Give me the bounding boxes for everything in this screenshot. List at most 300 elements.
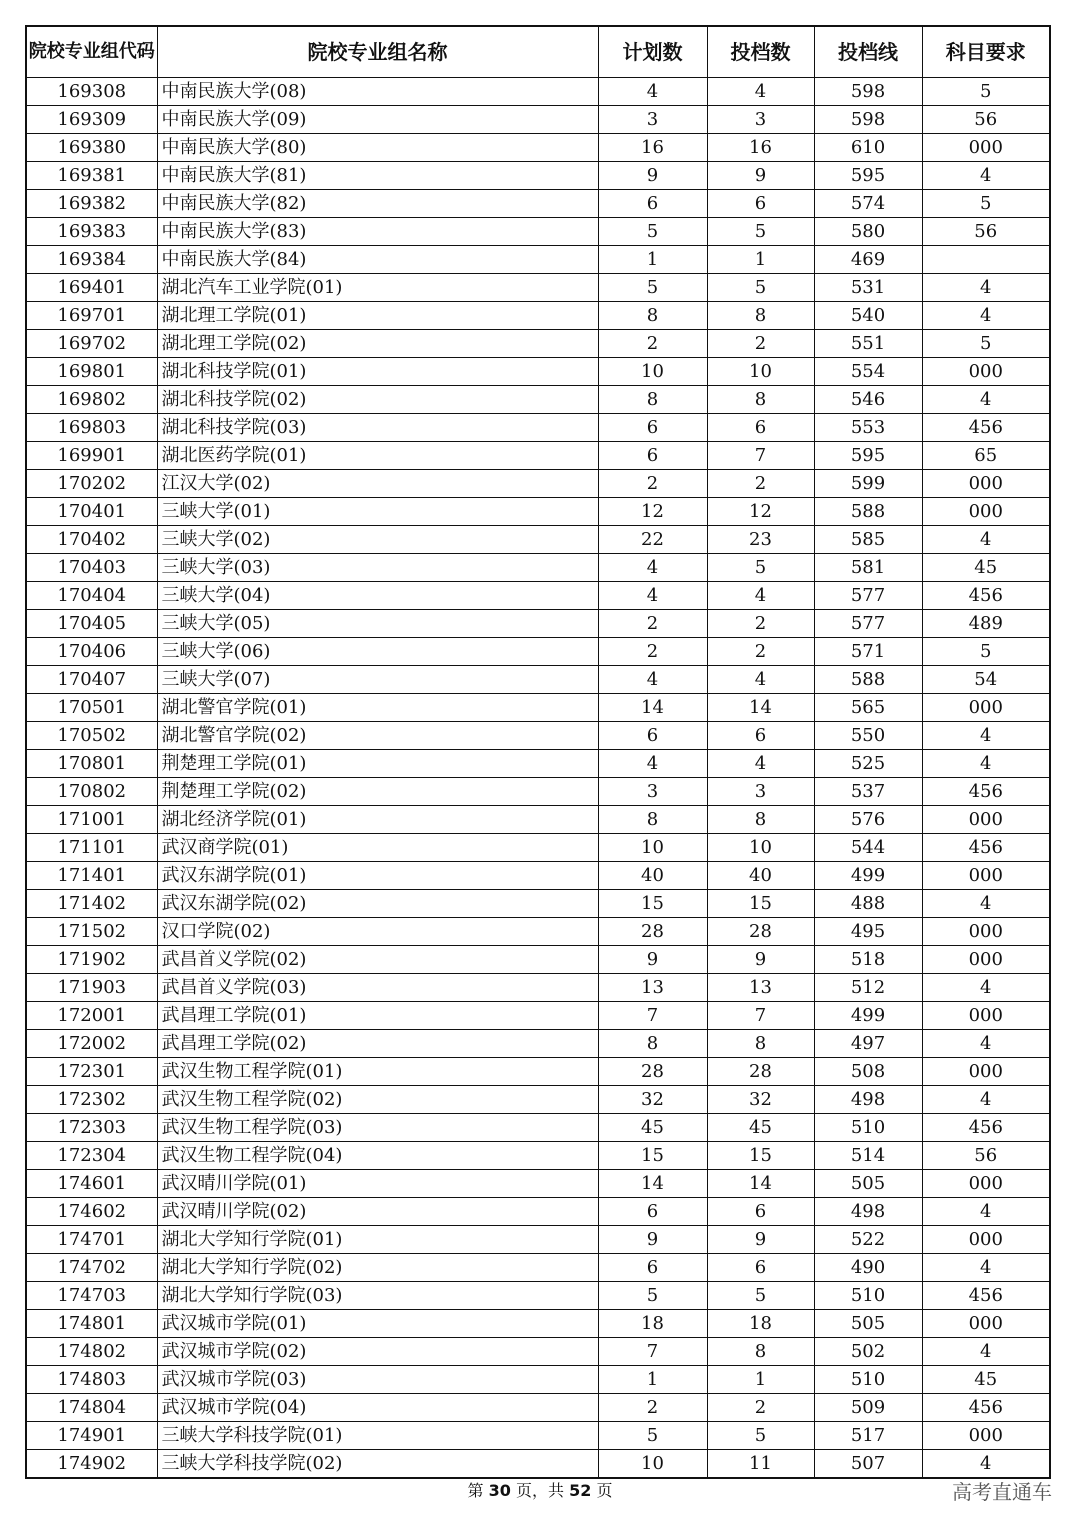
cell-cutoff-score: 595: [814, 442, 922, 470]
cell-group-name: 武昌首义学院(02): [157, 946, 598, 974]
cell-group-name: 三峡大学(04): [157, 582, 598, 610]
cell-cutoff-score: 469: [814, 246, 922, 274]
cell-group-code: 174602: [26, 1198, 157, 1226]
cell-subject-requirement: 4: [922, 1198, 1050, 1226]
cell-group-name: 中南民族大学(84): [157, 246, 598, 274]
cell-plan-count: 16: [598, 134, 707, 162]
admission-table: [25, 25, 1051, 1479]
cell-group-code: 169381: [26, 162, 157, 190]
cell-filed-count: 6: [707, 722, 814, 750]
cell-cutoff-score: 512: [814, 974, 922, 1002]
cell-subject-requirement: 4: [922, 162, 1050, 190]
cell-cutoff-score: 585: [814, 526, 922, 554]
cell-subject-requirement: 000: [922, 358, 1050, 386]
cell-subject-requirement: 000: [922, 862, 1050, 890]
cell-subject-requirement: 4: [922, 274, 1050, 302]
table-row: [26, 1394, 1050, 1422]
cell-plan-count: 2: [598, 638, 707, 666]
table-row: [26, 862, 1050, 890]
table-row: [26, 1226, 1050, 1254]
cell-plan-count: 10: [598, 834, 707, 862]
cell-filed-count: 13: [707, 974, 814, 1002]
cell-filed-count: 8: [707, 806, 814, 834]
table-row: [26, 778, 1050, 806]
cell-group-code: 171902: [26, 946, 157, 974]
cell-subject-requirement: 000: [922, 1422, 1050, 1450]
table-row: [26, 1366, 1050, 1394]
table-row: [26, 834, 1050, 862]
cell-cutoff-score: 507: [814, 1450, 922, 1479]
table-row: [26, 330, 1050, 358]
cell-cutoff-score: 553: [814, 414, 922, 442]
cell-plan-count: 9: [598, 162, 707, 190]
cell-subject-requirement: 000: [922, 498, 1050, 526]
cell-filed-count: 1: [707, 246, 814, 274]
cell-cutoff-score: 522: [814, 1226, 922, 1254]
table-row: [26, 1422, 1050, 1450]
cell-group-name: 武昌首义学院(03): [157, 974, 598, 1002]
cell-subject-requirement: [922, 246, 1050, 274]
cell-group-name: 三峡大学(07): [157, 666, 598, 694]
cell-subject-requirement: 45: [922, 1366, 1050, 1394]
cell-group-name: 武汉生物工程学院(03): [157, 1114, 598, 1142]
cell-filed-count: 9: [707, 162, 814, 190]
cell-group-code: 170501: [26, 694, 157, 722]
cell-group-name: 荆楚理工学院(01): [157, 750, 598, 778]
cell-subject-requirement: 000: [922, 946, 1050, 974]
cell-group-name: 江汉大学(02): [157, 470, 598, 498]
cell-subject-requirement: 5: [922, 330, 1050, 358]
table-row: [26, 1254, 1050, 1282]
cell-plan-count: 10: [598, 1450, 707, 1479]
table-row: [26, 666, 1050, 694]
cell-group-name: 中南民族大学(80): [157, 134, 598, 162]
table-row: [26, 1198, 1050, 1226]
cell-filed-count: 6: [707, 1198, 814, 1226]
cell-subject-requirement: 5: [922, 190, 1050, 218]
table-row: [26, 890, 1050, 918]
cell-cutoff-score: 577: [814, 610, 922, 638]
cell-filed-count: 2: [707, 330, 814, 358]
cell-group-code: 170401: [26, 498, 157, 526]
cell-subject-requirement: 5: [922, 78, 1050, 106]
cell-filed-count: 40: [707, 862, 814, 890]
cell-subject-requirement: 456: [922, 834, 1050, 862]
cell-group-name: 湖北科技学院(02): [157, 386, 598, 414]
cell-group-code: 170404: [26, 582, 157, 610]
cell-group-name: 中南民族大学(82): [157, 190, 598, 218]
footer-suffix: 页: [591, 1481, 613, 1500]
cell-plan-count: 28: [598, 918, 707, 946]
table-row: [26, 274, 1050, 302]
table-row: [26, 1058, 1050, 1086]
cell-filed-count: 2: [707, 638, 814, 666]
table-row: [26, 162, 1050, 190]
cell-plan-count: 13: [598, 974, 707, 1002]
cell-cutoff-score: 505: [814, 1170, 922, 1198]
cell-group-code: 171401: [26, 862, 157, 890]
cell-filed-count: 4: [707, 582, 814, 610]
cell-group-name: 三峡大学科技学院(02): [157, 1450, 598, 1479]
cell-group-code: 174902: [26, 1450, 157, 1479]
cell-filed-count: 3: [707, 106, 814, 134]
table-row: [26, 78, 1050, 106]
cell-subject-requirement: 4: [922, 1030, 1050, 1058]
cell-group-name: 湖北大学知行学院(01): [157, 1226, 598, 1254]
table-row: [26, 246, 1050, 274]
cell-group-code: 169383: [26, 218, 157, 246]
cell-subject-requirement: 000: [922, 694, 1050, 722]
cell-group-name: 湖北医药学院(01): [157, 442, 598, 470]
footer-prefix: 第: [467, 1481, 489, 1500]
table-row: [26, 190, 1050, 218]
cell-group-name: 武汉商学院(01): [157, 834, 598, 862]
cell-group-code: 171402: [26, 890, 157, 918]
cell-group-code: 172001: [26, 1002, 157, 1030]
cell-plan-count: 15: [598, 1142, 707, 1170]
table-row: [26, 1282, 1050, 1310]
cell-plan-count: 9: [598, 946, 707, 974]
cell-cutoff-score: 546: [814, 386, 922, 414]
cell-plan-count: 6: [598, 190, 707, 218]
cell-group-name: 武汉晴川学院(02): [157, 1198, 598, 1226]
cell-group-name: 湖北警官学院(02): [157, 722, 598, 750]
cell-filed-count: 18: [707, 1310, 814, 1338]
cell-filed-count: 7: [707, 1002, 814, 1030]
cell-cutoff-score: 505: [814, 1310, 922, 1338]
cell-cutoff-score: 550: [814, 722, 922, 750]
cell-subject-requirement: 4: [922, 1086, 1050, 1114]
table-row: [26, 946, 1050, 974]
cell-cutoff-score: 514: [814, 1142, 922, 1170]
cell-filed-count: 9: [707, 946, 814, 974]
cell-filed-count: 8: [707, 386, 814, 414]
cell-group-code: 174601: [26, 1170, 157, 1198]
table-row: [26, 218, 1050, 246]
cell-cutoff-score: 581: [814, 554, 922, 582]
table-row: [26, 1142, 1050, 1170]
table-row: [26, 470, 1050, 498]
cell-group-name: 湖北科技学院(03): [157, 414, 598, 442]
cell-plan-count: 1: [598, 246, 707, 274]
cell-cutoff-score: 565: [814, 694, 922, 722]
cell-group-code: 172303: [26, 1114, 157, 1142]
cell-group-code: 172301: [26, 1058, 157, 1086]
cell-cutoff-score: 510: [814, 1366, 922, 1394]
cell-group-code: 172304: [26, 1142, 157, 1170]
cell-group-code: 169380: [26, 134, 157, 162]
cell-filed-count: 5: [707, 274, 814, 302]
cell-cutoff-score: 525: [814, 750, 922, 778]
header-plan-count: 计划数: [598, 26, 707, 78]
cell-filed-count: 5: [707, 1422, 814, 1450]
cell-cutoff-score: 588: [814, 666, 922, 694]
cell-group-code: 170801: [26, 750, 157, 778]
cell-cutoff-score: 518: [814, 946, 922, 974]
cell-cutoff-score: 577: [814, 582, 922, 610]
cell-group-code: 172302: [26, 1086, 157, 1114]
cell-plan-count: 32: [598, 1086, 707, 1114]
table-row: [26, 1030, 1050, 1058]
cell-subject-requirement: 4: [922, 1450, 1050, 1479]
cell-group-code: 171001: [26, 806, 157, 834]
table-row: [26, 106, 1050, 134]
cell-group-name: 中南民族大学(81): [157, 162, 598, 190]
cell-group-name: 武汉东湖学院(01): [157, 862, 598, 890]
cell-plan-count: 6: [598, 1198, 707, 1226]
cell-plan-count: 1: [598, 1366, 707, 1394]
cell-group-name: 三峡大学(05): [157, 610, 598, 638]
cell-cutoff-score: 498: [814, 1198, 922, 1226]
cell-subject-requirement: 456: [922, 1114, 1050, 1142]
cell-group-name: 湖北大学知行学院(03): [157, 1282, 598, 1310]
cell-cutoff-score: 531: [814, 274, 922, 302]
table-row: [26, 526, 1050, 554]
cell-filed-count: 45: [707, 1114, 814, 1142]
cell-filed-count: 5: [707, 1282, 814, 1310]
cell-plan-count: 3: [598, 778, 707, 806]
cell-group-name: 武汉城市学院(04): [157, 1394, 598, 1422]
cell-plan-count: 15: [598, 890, 707, 918]
cell-group-code: 174702: [26, 1254, 157, 1282]
cell-plan-count: 14: [598, 694, 707, 722]
cell-plan-count: 4: [598, 554, 707, 582]
table-row: [26, 358, 1050, 386]
cell-plan-count: 4: [598, 78, 707, 106]
cell-group-code: 170502: [26, 722, 157, 750]
cell-group-name: 武汉生物工程学院(01): [157, 1058, 598, 1086]
cell-filed-count: 2: [707, 610, 814, 638]
table-row: [26, 974, 1050, 1002]
cell-group-code: 174803: [26, 1366, 157, 1394]
cell-plan-count: 2: [598, 470, 707, 498]
cell-filed-count: 23: [707, 526, 814, 554]
cell-cutoff-score: 588: [814, 498, 922, 526]
cell-group-name: 武汉生物工程学院(02): [157, 1086, 598, 1114]
cell-group-code: 169384: [26, 246, 157, 274]
cell-group-code: 170407: [26, 666, 157, 694]
cell-filed-count: 2: [707, 470, 814, 498]
cell-group-code: 174703: [26, 1282, 157, 1310]
cell-group-name: 三峡大学(03): [157, 554, 598, 582]
cell-plan-count: 3: [598, 106, 707, 134]
cell-plan-count: 6: [598, 414, 707, 442]
header-cutoff-score: 投档线: [814, 26, 922, 78]
table-row: [26, 582, 1050, 610]
table-row: [26, 498, 1050, 526]
cell-group-code: 172002: [26, 1030, 157, 1058]
cell-plan-count: 7: [598, 1338, 707, 1366]
cell-filed-count: 14: [707, 1170, 814, 1198]
cell-group-name: 三峡大学(06): [157, 638, 598, 666]
cell-group-name: 中南民族大学(09): [157, 106, 598, 134]
cell-plan-count: 8: [598, 806, 707, 834]
table-row: [26, 1450, 1050, 1479]
cell-cutoff-score: 502: [814, 1338, 922, 1366]
cell-cutoff-score: 497: [814, 1030, 922, 1058]
cell-plan-count: 12: [598, 498, 707, 526]
cell-plan-count: 18: [598, 1310, 707, 1338]
cell-subject-requirement: 4: [922, 1254, 1050, 1282]
cell-filed-count: 4: [707, 750, 814, 778]
cell-subject-requirement: 4: [922, 386, 1050, 414]
cell-filed-count: 8: [707, 1338, 814, 1366]
cell-group-name: 三峡大学(02): [157, 526, 598, 554]
footer-total-pages: 52: [569, 1481, 592, 1500]
cell-cutoff-score: 510: [814, 1282, 922, 1310]
cell-plan-count: 45: [598, 1114, 707, 1142]
cell-filed-count: 10: [707, 834, 814, 862]
cell-group-code: 174801: [26, 1310, 157, 1338]
cell-subject-requirement: 456: [922, 778, 1050, 806]
cell-filed-count: 16: [707, 134, 814, 162]
cell-plan-count: 5: [598, 1282, 707, 1310]
cell-filed-count: 8: [707, 302, 814, 330]
cell-plan-count: 6: [598, 722, 707, 750]
cell-plan-count: 5: [598, 1422, 707, 1450]
cell-cutoff-score: 510: [814, 1114, 922, 1142]
cell-cutoff-score: 580: [814, 218, 922, 246]
cell-cutoff-score: 571: [814, 638, 922, 666]
cell-filed-count: 7: [707, 442, 814, 470]
cell-group-code: 169701: [26, 302, 157, 330]
cell-cutoff-score: 544: [814, 834, 922, 862]
table-row: [26, 638, 1050, 666]
table-row: [26, 722, 1050, 750]
cell-subject-requirement: 456: [922, 1282, 1050, 1310]
cell-subject-requirement: 4: [922, 722, 1050, 750]
footer-middle: 页，共: [510, 1481, 570, 1500]
header-filed-count: 投档数: [707, 26, 814, 78]
header-subject-requirement: 科目要求: [922, 26, 1050, 78]
cell-subject-requirement: 000: [922, 806, 1050, 834]
cell-subject-requirement: 456: [922, 582, 1050, 610]
cell-group-code: 169401: [26, 274, 157, 302]
cell-group-name: 武昌理工学院(01): [157, 1002, 598, 1030]
cell-group-code: 170406: [26, 638, 157, 666]
table-row: [26, 134, 1050, 162]
cell-filed-count: 2: [707, 1394, 814, 1422]
cell-filed-count: 10: [707, 358, 814, 386]
cell-filed-count: 4: [707, 78, 814, 106]
cell-filed-count: 6: [707, 190, 814, 218]
cell-subject-requirement: 000: [922, 134, 1050, 162]
cell-group-name: 汉口学院(02): [157, 918, 598, 946]
cell-subject-requirement: 000: [922, 1002, 1050, 1030]
cell-cutoff-score: 498: [814, 1086, 922, 1114]
table-body: [26, 78, 1050, 1479]
cell-group-name: 湖北汽车工业学院(01): [157, 274, 598, 302]
cell-group-name: 武昌理工学院(02): [157, 1030, 598, 1058]
cell-plan-count: 28: [598, 1058, 707, 1086]
cell-filed-count: 3: [707, 778, 814, 806]
cell-subject-requirement: 4: [922, 890, 1050, 918]
table-row: [26, 806, 1050, 834]
cell-group-name: 三峡大学(01): [157, 498, 598, 526]
cell-plan-count: 5: [598, 274, 707, 302]
cell-group-name: 武汉城市学院(03): [157, 1366, 598, 1394]
cell-filed-count: 32: [707, 1086, 814, 1114]
table-row: [26, 610, 1050, 638]
table-row: [26, 442, 1050, 470]
cell-cutoff-score: 517: [814, 1422, 922, 1450]
cell-plan-count: 6: [598, 442, 707, 470]
cell-group-name: 武汉城市学院(02): [157, 1338, 598, 1366]
cell-group-name: 中南民族大学(83): [157, 218, 598, 246]
table-row: [26, 302, 1050, 330]
cell-filed-count: 5: [707, 554, 814, 582]
cell-cutoff-score: 551: [814, 330, 922, 358]
cell-subject-requirement: 5: [922, 638, 1050, 666]
table-row: [26, 1338, 1050, 1366]
table-row: [26, 1002, 1050, 1030]
cell-cutoff-score: 509: [814, 1394, 922, 1422]
cell-cutoff-score: 495: [814, 918, 922, 946]
cell-filed-count: 8: [707, 1030, 814, 1058]
cell-group-code: 170802: [26, 778, 157, 806]
cell-group-name: 武汉城市学院(01): [157, 1310, 598, 1338]
cell-plan-count: 8: [598, 302, 707, 330]
cell-filed-count: 28: [707, 918, 814, 946]
table-row: [26, 554, 1050, 582]
cell-subject-requirement: 56: [922, 1142, 1050, 1170]
cell-group-code: 174802: [26, 1338, 157, 1366]
cell-plan-count: 2: [598, 1394, 707, 1422]
table-row: [26, 750, 1050, 778]
cell-subject-requirement: 000: [922, 1310, 1050, 1338]
cell-subject-requirement: 4: [922, 526, 1050, 554]
cell-plan-count: 2: [598, 330, 707, 358]
table-row: [26, 1086, 1050, 1114]
cell-subject-requirement: 4: [922, 750, 1050, 778]
cell-group-code: 171101: [26, 834, 157, 862]
cell-plan-count: 6: [598, 1254, 707, 1282]
cell-group-name: 武汉生物工程学院(04): [157, 1142, 598, 1170]
cell-plan-count: 22: [598, 526, 707, 554]
cell-cutoff-score: 499: [814, 1002, 922, 1030]
cell-plan-count: 10: [598, 358, 707, 386]
cell-plan-count: 4: [598, 666, 707, 694]
cell-subject-requirement: 4: [922, 302, 1050, 330]
cell-group-code: 171903: [26, 974, 157, 1002]
cell-plan-count: 5: [598, 218, 707, 246]
cell-filed-count: 15: [707, 890, 814, 918]
cell-filed-count: 5: [707, 218, 814, 246]
cell-filed-count: 1: [707, 1366, 814, 1394]
cell-cutoff-score: 598: [814, 106, 922, 134]
cell-plan-count: 8: [598, 386, 707, 414]
cell-cutoff-score: 490: [814, 1254, 922, 1282]
cell-cutoff-score: 576: [814, 806, 922, 834]
table-row: [26, 1310, 1050, 1338]
cell-filed-count: 6: [707, 1254, 814, 1282]
cell-plan-count: 2: [598, 610, 707, 638]
cell-group-code: 170402: [26, 526, 157, 554]
cell-group-code: 169801: [26, 358, 157, 386]
cell-group-code: 169901: [26, 442, 157, 470]
cell-subject-requirement: 54: [922, 666, 1050, 694]
cell-group-name: 中南民族大学(08): [157, 78, 598, 106]
cell-filed-count: 15: [707, 1142, 814, 1170]
cell-group-name: 湖北理工学院(01): [157, 302, 598, 330]
cell-plan-count: 4: [598, 750, 707, 778]
watermark-text: 高考直通车: [952, 1480, 1052, 1504]
cell-group-name: 湖北经济学院(01): [157, 806, 598, 834]
cell-group-code: 174901: [26, 1422, 157, 1450]
cell-subject-requirement: 4: [922, 974, 1050, 1002]
cell-cutoff-score: 537: [814, 778, 922, 806]
table-row: [26, 1114, 1050, 1142]
